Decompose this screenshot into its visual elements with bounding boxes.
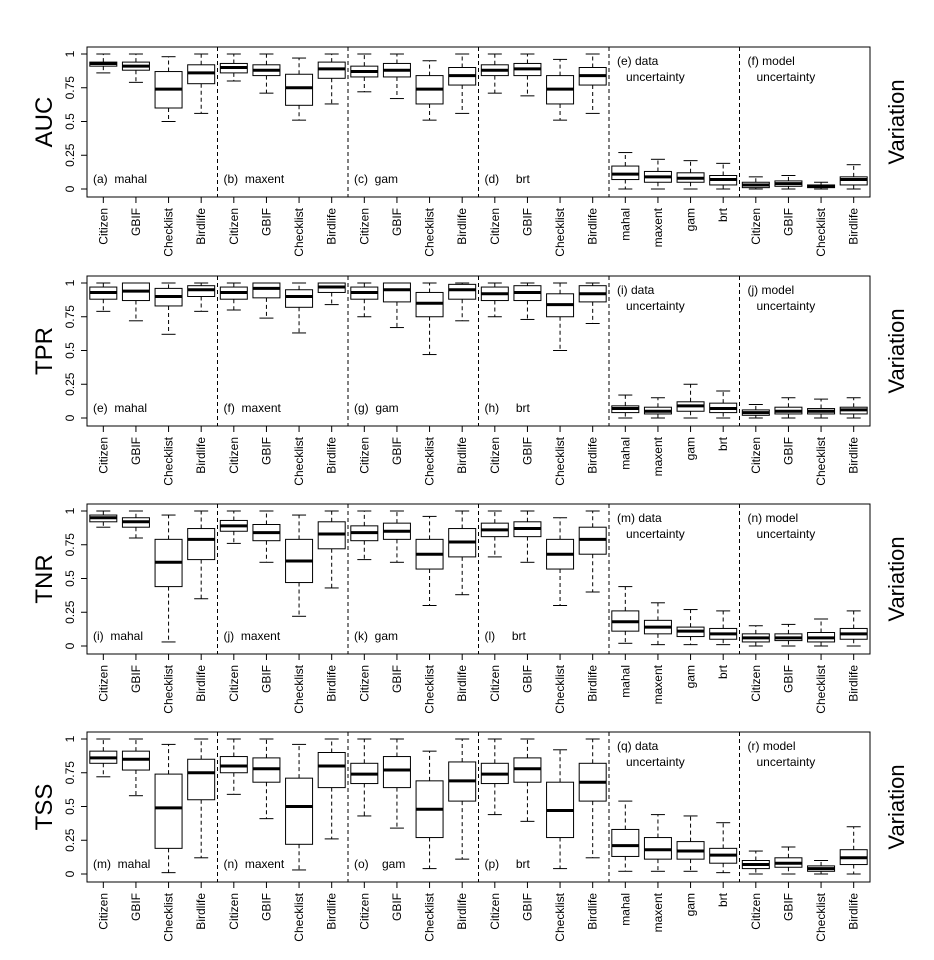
- box-gbif: [775, 176, 802, 190]
- box-checklist: [808, 619, 835, 646]
- y-tick-label: 0.5: [63, 113, 77, 130]
- x-tick-label: Birdlife: [846, 665, 861, 702]
- x-tick-label: Birdlife: [455, 893, 470, 930]
- x-tick-label: GBIF: [389, 893, 404, 922]
- box-checklist: [416, 516, 443, 605]
- box-citizen: [481, 739, 508, 815]
- x-tick-label: GBIF: [389, 208, 404, 237]
- x-tick-label: Citizen: [226, 893, 241, 930]
- x-tick-label: Birdlife: [194, 208, 209, 245]
- x-tick-label: Citizen: [357, 893, 372, 930]
- x-tick-label: GBIF: [781, 437, 796, 466]
- x-tick-label: brt: [716, 437, 731, 452]
- x-tick-label: Citizen: [748, 893, 763, 930]
- x-tick-label: GBIF: [389, 437, 404, 466]
- box-gbif: [122, 54, 149, 82]
- box-iqr: [286, 74, 313, 105]
- panel-label: (m) mahal: [93, 857, 151, 871]
- y-axis-title: TNR: [31, 554, 58, 604]
- box-gbif: [383, 283, 410, 328]
- box-checklist: [416, 283, 443, 355]
- box-iqr: [383, 757, 410, 788]
- x-tick-label: Birdlife: [846, 208, 861, 245]
- box-mahal: [612, 801, 639, 871]
- panel-sublabel: uncertainty: [626, 755, 685, 769]
- x-tick-label: GBIF: [389, 665, 404, 694]
- x-tick-label: gam: [683, 437, 698, 461]
- x-tick-label: Citizen: [96, 665, 111, 702]
- x-tick-label: Checklist: [422, 893, 437, 942]
- y-tick-label: 0: [63, 185, 77, 193]
- x-tick-label: GBIF: [781, 208, 796, 237]
- x-tick-label: brt: [716, 893, 731, 908]
- box-citizen: [90, 739, 117, 777]
- panel-label: (m) data: [617, 511, 662, 525]
- panel-sublabel: uncertainty: [756, 70, 816, 84]
- x-tick-label: Birdlife: [455, 665, 470, 702]
- box-gbif: [775, 624, 802, 646]
- box-checklist: [547, 59, 574, 120]
- x-tick-label: Checklist: [292, 208, 307, 257]
- box-brt: [710, 611, 737, 645]
- box-checklist: [286, 58, 313, 120]
- box-gbif: [122, 511, 149, 538]
- y-axis-title: TSS: [31, 783, 58, 831]
- x-tick-label: GBIF: [259, 893, 274, 922]
- box-iqr: [612, 829, 639, 856]
- x-tick-label: GBIF: [781, 893, 796, 922]
- box-checklist: [286, 744, 313, 870]
- side-label-variation: Variation: [884, 79, 909, 165]
- side-label-variation: Variation: [884, 536, 909, 622]
- x-tick-label: Birdlife: [846, 437, 861, 474]
- x-tick-label: Birdlife: [324, 665, 339, 702]
- panel-label: (o) gam: [354, 857, 406, 871]
- y-tick-label: 1: [63, 735, 77, 743]
- box-birdlife: [318, 54, 345, 104]
- box-birdlife: [579, 54, 606, 113]
- x-tick-label: GBIF: [520, 208, 535, 237]
- panel-label: (l) brt: [484, 629, 526, 643]
- panel-sublabel: uncertainty: [626, 527, 685, 541]
- box-citizen: [220, 283, 247, 310]
- box-gbif: [775, 398, 802, 418]
- y-tick-label: 1: [63, 507, 77, 515]
- box-citizen: [351, 511, 378, 560]
- box-citizen: [90, 511, 117, 527]
- box-brt: [710, 823, 737, 873]
- box-citizen: [742, 851, 769, 874]
- x-tick-label: Birdlife: [194, 665, 209, 702]
- x-tick-label: Citizen: [487, 437, 502, 474]
- x-tick-label: Citizen: [357, 437, 372, 474]
- x-tick-label: Birdlife: [194, 437, 209, 474]
- box-citizen: [742, 177, 769, 189]
- y-tick-label: 1: [63, 279, 77, 287]
- box-citizen: [220, 511, 247, 543]
- box-maxent: [644, 159, 671, 189]
- x-tick-label: GBIF: [128, 665, 143, 694]
- box-iqr: [188, 529, 215, 560]
- box-birdlife: [188, 283, 215, 311]
- x-tick-label: GBIF: [128, 208, 143, 237]
- x-tick-label: GBIF: [128, 893, 143, 922]
- panel-label: (b) maxent: [223, 172, 285, 186]
- box-checklist: [416, 61, 443, 120]
- x-tick-label: Checklist: [553, 208, 568, 257]
- x-tick-label: Citizen: [748, 665, 763, 702]
- panel-label: (d) brt: [484, 172, 530, 186]
- y-tick-label: 0: [63, 414, 77, 422]
- x-tick-label: Citizen: [96, 208, 111, 245]
- x-tick-label: Birdlife: [324, 437, 339, 474]
- x-tick-label: Checklist: [292, 665, 307, 714]
- box-checklist: [155, 283, 182, 334]
- x-tick-label: Citizen: [487, 893, 502, 930]
- x-tick-label: Checklist: [161, 437, 176, 486]
- panel-label: (h) brt: [484, 401, 530, 415]
- panel-label: (g) gam: [354, 401, 399, 415]
- y-tick-label: 0.5: [63, 342, 77, 359]
- plot-row-auc: [31, 47, 909, 257]
- y-tick-label: 0.75: [63, 305, 77, 329]
- x-tick-label: Birdlife: [585, 893, 600, 930]
- box-birdlife: [449, 739, 476, 859]
- box-gbif: [383, 54, 410, 99]
- box-citizen: [742, 405, 769, 419]
- x-tick-label: GBIF: [520, 437, 535, 466]
- box-checklist: [547, 750, 574, 869]
- x-tick-label: GBIF: [128, 437, 143, 466]
- box-citizen: [481, 54, 508, 93]
- box-birdlife: [318, 283, 345, 305]
- x-tick-label: Citizen: [96, 437, 111, 474]
- x-tick-label: Birdlife: [194, 893, 209, 930]
- box-birdlife: [188, 511, 215, 599]
- x-tick-label: gam: [683, 208, 698, 232]
- box-checklist: [808, 182, 835, 189]
- panel-label: (e) data: [617, 54, 659, 68]
- y-axis-title: TPR: [31, 327, 58, 375]
- panel-label: (p) brt: [484, 857, 530, 871]
- x-tick-label: Checklist: [422, 665, 437, 714]
- box-citizen: [351, 739, 378, 816]
- box-iqr: [449, 284, 476, 299]
- box-checklist: [547, 283, 574, 351]
- x-tick-label: GBIF: [259, 437, 274, 466]
- box-gam: [677, 161, 704, 189]
- x-tick-label: Checklist: [161, 893, 176, 942]
- x-tick-label: Citizen: [487, 208, 502, 245]
- box-iqr: [253, 283, 280, 298]
- box-checklist: [155, 744, 182, 872]
- y-tick-label: 0.25: [63, 828, 77, 852]
- y-tick-label: 0.75: [63, 761, 77, 785]
- box-maxent: [644, 603, 671, 645]
- x-tick-label: Birdlife: [324, 893, 339, 930]
- box-gam: [677, 816, 704, 871]
- box-citizen: [220, 54, 247, 81]
- box-birdlife: [188, 54, 215, 113]
- panel-label: (n) maxent: [223, 857, 285, 871]
- box-checklist: [416, 751, 443, 868]
- box-birdlife: [840, 827, 867, 874]
- box-birdlife: [318, 739, 345, 839]
- box-birdlife: [579, 283, 606, 324]
- panel-label: (j) maxent: [223, 629, 281, 643]
- x-tick-label: Checklist: [161, 665, 176, 714]
- panel-label: (f) model: [747, 54, 795, 68]
- box-gbif: [514, 283, 541, 319]
- x-tick-label: maxent: [650, 665, 665, 705]
- panel-label: (n) model: [747, 511, 799, 525]
- box-gbif: [253, 511, 280, 562]
- side-label-variation: Variation: [884, 308, 909, 394]
- x-tick-label: Citizen: [357, 665, 372, 702]
- x-tick-label: Citizen: [357, 208, 372, 245]
- x-tick-label: Checklist: [292, 893, 307, 942]
- box-birdlife: [449, 54, 476, 113]
- box-gbif: [514, 54, 541, 96]
- box-birdlife: [318, 511, 345, 588]
- x-tick-label: Birdlife: [585, 208, 600, 245]
- x-tick-label: Birdlife: [324, 208, 339, 245]
- x-tick-label: Citizen: [226, 437, 241, 474]
- y-tick-label: 1: [63, 50, 77, 58]
- x-tick-label: maxent: [650, 208, 665, 248]
- box-iqr: [286, 290, 313, 308]
- box-iqr: [188, 759, 215, 800]
- x-tick-label: Citizen: [226, 208, 241, 245]
- box-iqr: [383, 283, 410, 302]
- box-citizen: [481, 283, 508, 317]
- box-mahal: [612, 395, 639, 418]
- box-iqr: [155, 774, 182, 848]
- x-tick-label: GBIF: [259, 665, 274, 694]
- y-tick-label: 0.5: [63, 570, 77, 587]
- box-checklist: [808, 861, 835, 875]
- y-tick-label: 0.75: [63, 533, 77, 557]
- x-tick-label: Birdlife: [585, 437, 600, 474]
- x-tick-label: Birdlife: [846, 893, 861, 930]
- box-citizen: [351, 283, 378, 317]
- box-checklist: [547, 518, 574, 606]
- x-tick-label: Checklist: [161, 208, 176, 257]
- panel-label: (i) data: [617, 283, 655, 297]
- box-birdlife: [449, 283, 476, 321]
- x-tick-label: mahal: [618, 208, 633, 241]
- box-birdlife: [840, 165, 867, 189]
- x-tick-label: Checklist: [814, 437, 829, 486]
- box-checklist: [155, 515, 182, 642]
- x-tick-label: Checklist: [292, 437, 307, 486]
- panel-label: (j) model: [747, 283, 795, 297]
- panel-sublabel: uncertainty: [756, 527, 816, 541]
- panel-label: (c) gam: [354, 172, 399, 186]
- box-checklist: [808, 399, 835, 418]
- panel-label: (k) gam: [354, 629, 399, 643]
- x-tick-label: Checklist: [422, 208, 437, 257]
- panel-sublabel: uncertainty: [756, 299, 816, 313]
- x-tick-label: GBIF: [520, 665, 535, 694]
- plot-row-tss: [31, 732, 909, 942]
- box-citizen: [90, 54, 117, 73]
- x-tick-label: Checklist: [814, 208, 829, 257]
- x-tick-label: maxent: [650, 893, 665, 933]
- panel-label: (q) data: [617, 739, 659, 753]
- y-tick-label: 0: [63, 870, 77, 878]
- panel-label: (i) mahal: [93, 629, 144, 643]
- x-tick-label: brt: [716, 208, 731, 223]
- panel-label: (f) maxent: [223, 401, 281, 415]
- box-birdlife: [449, 511, 476, 595]
- box-gam: [677, 610, 704, 645]
- box-citizen: [351, 54, 378, 92]
- x-tick-label: Checklist: [553, 893, 568, 942]
- box-gbif: [775, 847, 802, 874]
- box-checklist: [155, 57, 182, 122]
- y-axis-title: AUC: [31, 96, 58, 148]
- box-citizen: [220, 739, 247, 794]
- box-mahal: [612, 587, 639, 644]
- box-gbif: [253, 739, 280, 819]
- x-tick-label: Citizen: [96, 893, 111, 930]
- box-iqr: [286, 778, 313, 844]
- x-tick-label: brt: [716, 665, 731, 680]
- box-gbif: [253, 283, 280, 318]
- box-citizen: [90, 283, 117, 311]
- box-gbif: [122, 283, 149, 321]
- x-tick-label: mahal: [618, 665, 633, 698]
- box-birdlife: [840, 398, 867, 418]
- box-birdlife: [188, 739, 215, 858]
- box-birdlife: [840, 611, 867, 646]
- box-gbif: [253, 54, 280, 93]
- x-tick-label: mahal: [618, 893, 633, 926]
- x-tick-label: Checklist: [814, 665, 829, 714]
- y-tick-label: 0.25: [63, 372, 77, 396]
- plot-row-tpr: [31, 276, 909, 486]
- box-gbif: [383, 511, 410, 562]
- x-tick-label: Birdlife: [455, 208, 470, 245]
- panel-sublabel: uncertainty: [756, 755, 816, 769]
- box-maxent: [644, 815, 671, 872]
- box-citizen: [742, 626, 769, 646]
- x-tick-label: Birdlife: [455, 437, 470, 474]
- plot-row-tnr: [31, 504, 909, 714]
- panel-label: (a) mahal: [93, 172, 148, 186]
- box-gbif: [383, 739, 410, 828]
- box-checklist: [286, 283, 313, 333]
- y-tick-label: 0.25: [63, 143, 77, 167]
- x-tick-label: Citizen: [748, 437, 763, 474]
- x-tick-label: Checklist: [814, 893, 829, 942]
- x-tick-label: Checklist: [553, 437, 568, 486]
- x-tick-label: Citizen: [748, 208, 763, 245]
- box-gbif: [514, 511, 541, 562]
- box-iqr: [318, 753, 345, 788]
- x-tick-label: mahal: [618, 437, 633, 470]
- box-gam: [677, 384, 704, 418]
- x-tick-label: gam: [683, 893, 698, 917]
- box-citizen: [481, 511, 508, 557]
- panel-label: (e) mahal: [93, 401, 148, 415]
- box-maxent: [644, 398, 671, 418]
- side-label-variation: Variation: [884, 764, 909, 850]
- panel-label: (r) model: [747, 739, 796, 753]
- panel-sublabel: uncertainty: [626, 70, 685, 84]
- box-checklist: [286, 515, 313, 616]
- box-birdlife: [579, 739, 606, 858]
- y-tick-label: 0.25: [63, 600, 77, 624]
- box-gbif: [514, 739, 541, 821]
- box-birdlife: [579, 511, 606, 592]
- x-tick-label: GBIF: [781, 665, 796, 694]
- x-tick-label: Birdlife: [585, 665, 600, 702]
- x-tick-label: GBIF: [520, 893, 535, 922]
- box-mahal: [612, 153, 639, 189]
- x-tick-label: Citizen: [487, 665, 502, 702]
- y-tick-label: 0: [63, 642, 77, 650]
- x-tick-label: maxent: [650, 437, 665, 477]
- box-brt: [710, 163, 737, 189]
- panel-sublabel: uncertainty: [626, 299, 685, 313]
- x-tick-label: Checklist: [553, 665, 568, 714]
- y-tick-label: 0.75: [63, 76, 77, 100]
- x-tick-label: Citizen: [226, 665, 241, 702]
- box-brt: [710, 391, 737, 418]
- y-tick-label: 0.5: [63, 798, 77, 815]
- x-tick-label: Checklist: [422, 437, 437, 486]
- x-tick-label: GBIF: [259, 208, 274, 237]
- box-gbif: [122, 739, 149, 796]
- x-tick-label: gam: [683, 665, 698, 689]
